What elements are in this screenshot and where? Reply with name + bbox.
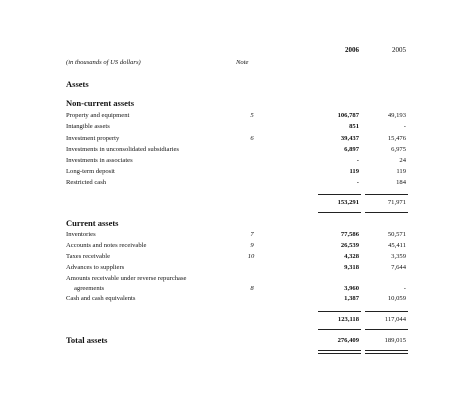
value-2006: 119 — [349, 168, 359, 175]
total-assets-2005: 189,015 — [384, 337, 406, 344]
subtotal-rule-2006 — [318, 194, 361, 195]
value-2006: 106,787 — [337, 112, 359, 119]
value-2005: 3,359 — [391, 253, 406, 260]
value-2005: 45,411 — [388, 242, 406, 249]
non-current-total-2005: 71,971 — [387, 199, 406, 206]
total-assets-label: Total assets — [66, 335, 108, 345]
total-double-rule-2006 — [318, 350, 361, 351]
value-2006: 26,539 — [340, 242, 359, 249]
value-2005: - — [403, 285, 406, 292]
value-2006: - — [356, 157, 359, 164]
line-item-label: Property and equipment — [66, 112, 130, 119]
subtotal-underline-2005 — [365, 329, 408, 330]
line-item-label: Cash and cash equivalents — [66, 295, 136, 302]
note-reference: 10 — [247, 253, 255, 260]
current-total-2005: 117,044 — [384, 316, 406, 323]
subtotal-underline-2006 — [318, 329, 361, 330]
value-2006: 3,960 — [344, 285, 359, 292]
subtotal-underline-2006 — [318, 212, 361, 213]
line-item-label: Investment property — [66, 135, 120, 142]
line-item-label: Amounts receivable under reverse repurchase — [66, 275, 187, 282]
total-double-rule-2005 — [365, 350, 408, 351]
line-item-label: Long-term deposit — [66, 168, 115, 175]
line-item-label: Taxes receivable — [66, 253, 111, 260]
note-reference: 5 — [250, 112, 254, 119]
value-2005: 50,571 — [387, 231, 406, 238]
value-2006: - — [356, 179, 359, 186]
value-2006: 6,897 — [344, 146, 359, 153]
value-2006: 851 — [349, 123, 359, 130]
units-note: (in thousands of US dollars) — [66, 59, 141, 66]
current-assets-heading: Current assets — [66, 218, 119, 228]
line-item-label: Investments in unconsolidated subsidiaries — [66, 146, 179, 153]
value-2006: 4,328 — [344, 253, 359, 260]
note-reference: 8 — [250, 285, 254, 292]
value-2005: 7,644 — [391, 264, 406, 271]
value-2005: 15,476 — [387, 135, 406, 142]
note-reference: 9 — [250, 242, 254, 249]
line-item-label: Intangible assets — [66, 123, 110, 130]
value-2006: 77,586 — [340, 231, 359, 238]
subtotal-rule-2005 — [365, 311, 408, 312]
value-2005: 6,975 — [391, 146, 406, 153]
subtotal-rule-2006 — [318, 311, 361, 312]
total-assets-2006: 276,409 — [337, 337, 359, 344]
non-current-total-2006: 153,291 — [337, 199, 359, 206]
total-double-rule-2005 — [365, 353, 408, 354]
value-2005: 10,059 — [387, 295, 406, 302]
year-2006-header: 2006 — [345, 46, 359, 54]
year-2005-header: 2005 — [392, 46, 406, 54]
note-reference: 7 — [250, 231, 254, 238]
non-current-assets-heading: Non-current assets — [66, 98, 135, 108]
line-item-label: Inventories — [66, 231, 96, 238]
subtotal-underline-2005 — [365, 212, 408, 213]
current-total-2006: 123,118 — [337, 316, 359, 323]
value-2006: 1,387 — [344, 295, 359, 302]
line-item-label: Accounts and notes receivable — [66, 242, 147, 249]
value-2006: 9,318 — [344, 264, 359, 271]
value-2006: 39,437 — [340, 135, 359, 142]
value-2005: - — [403, 123, 406, 130]
value-2005: 24 — [399, 157, 406, 164]
value-2005: 119 — [396, 168, 406, 175]
value-2005: 184 — [396, 179, 406, 186]
note-reference: 6 — [250, 135, 254, 142]
assets-heading: Assets — [66, 79, 89, 89]
line-item-label: agreements — [74, 285, 105, 292]
line-item-label: Advances to suppliers — [66, 264, 125, 271]
value-2005: 49,193 — [387, 112, 406, 119]
line-item-label: Restricted cash — [66, 179, 107, 186]
total-double-rule-2006 — [318, 353, 361, 354]
note-column-header: Note — [236, 59, 249, 66]
line-item-label: Investments in associates — [66, 157, 133, 164]
subtotal-rule-2005 — [365, 194, 408, 195]
